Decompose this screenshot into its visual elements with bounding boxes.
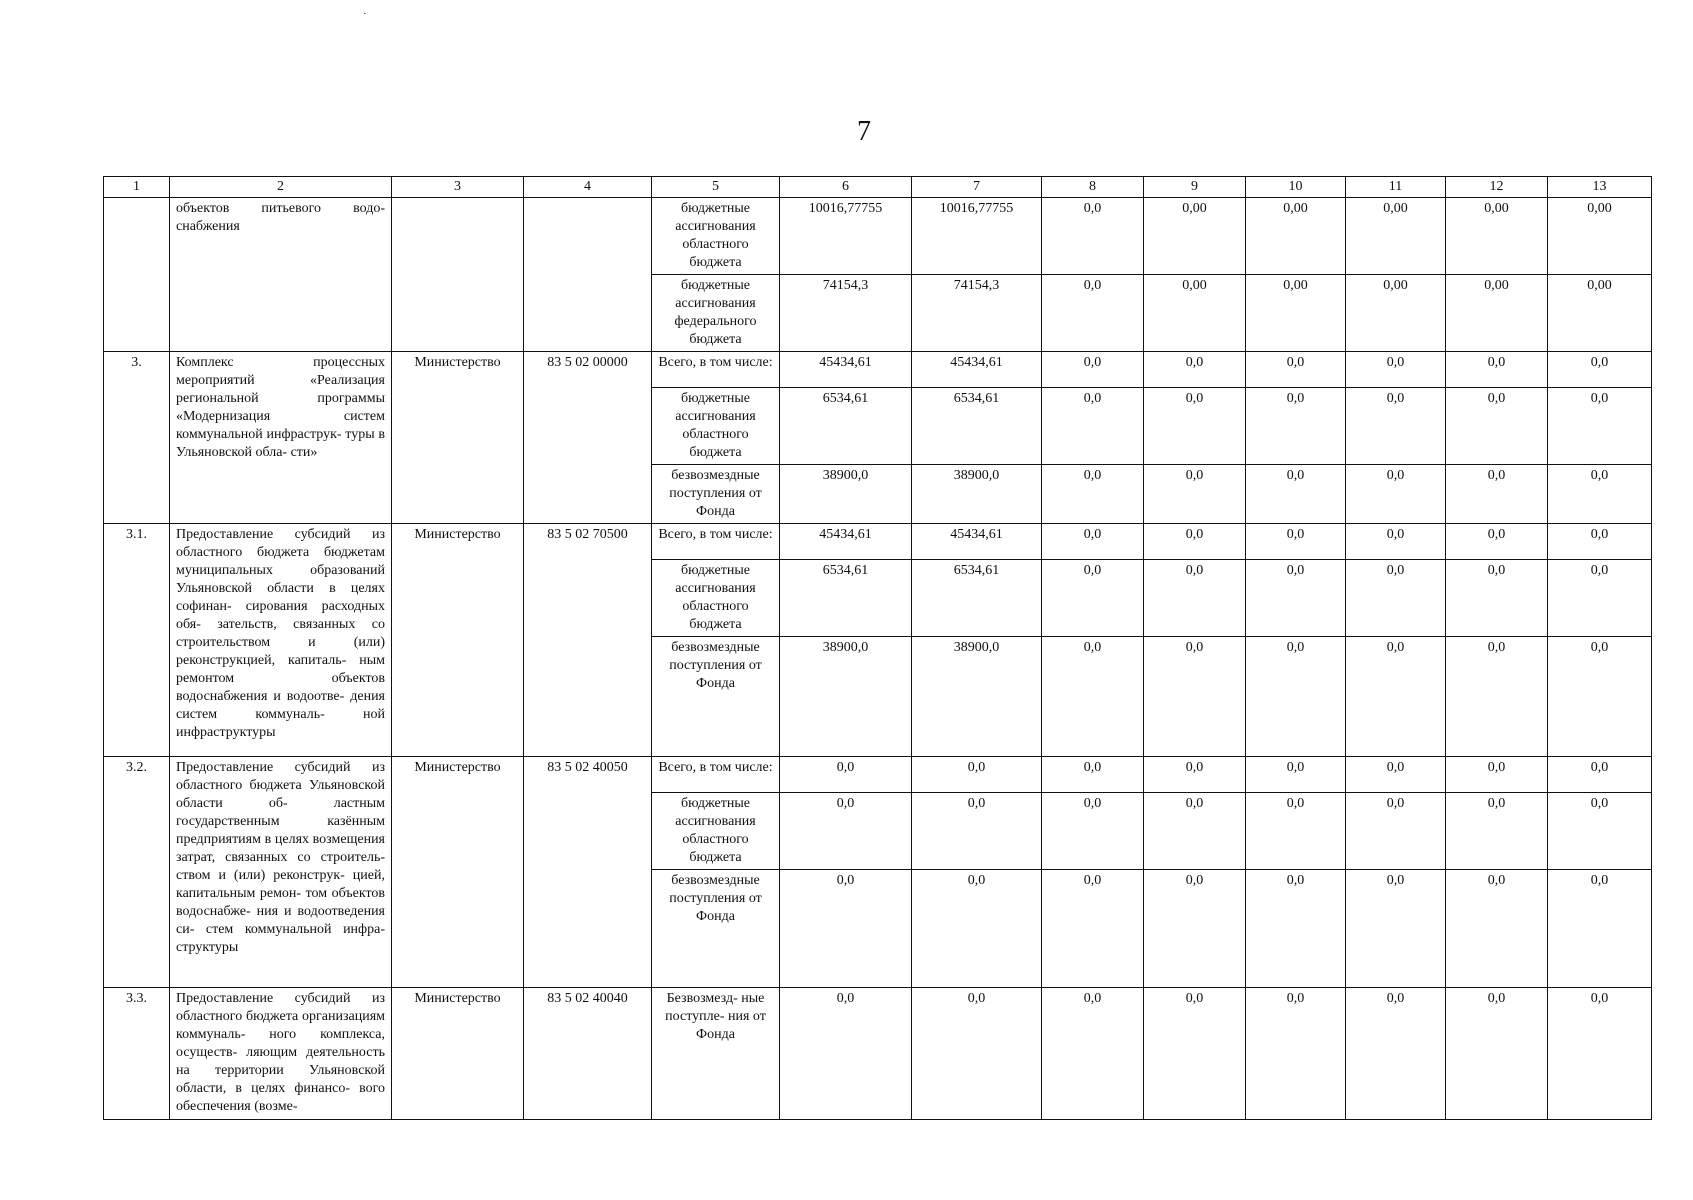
column-number-row — [104, 177, 1652, 198]
amount-cell: 0,00 — [1548, 198, 1652, 275]
amount-cell: 0,0 — [1246, 560, 1346, 637]
amount-cell: 0,0 — [1144, 757, 1246, 793]
amount-cell: 0,0 — [1144, 465, 1246, 524]
funding-source: Всего, в том числе: — [652, 524, 780, 560]
amount-cell: 0,0 — [1246, 524, 1346, 560]
amount-cell: 0,0 — [1446, 388, 1548, 465]
column-number: 10 — [1246, 177, 1346, 198]
budget-code: 83 5 02 70500 — [524, 524, 652, 757]
row-number: 3. — [104, 352, 170, 524]
amount-cell: 0,00 — [1346, 198, 1446, 275]
amount-cell: 45434,61 — [912, 524, 1042, 560]
amount-cell: 38900,0 — [780, 637, 912, 757]
amount-cell: 0,0 — [1042, 352, 1144, 388]
funding-source: безвозмездные поступления от Фонда — [652, 465, 780, 524]
amount-cell: 0,0 — [1446, 524, 1548, 560]
amount-cell: 0,0 — [1042, 198, 1144, 275]
amount-cell: 0,0 — [1246, 352, 1346, 388]
funding-source: безвозмездные поступления от Фонда — [652, 637, 780, 757]
executor: Министерство — [392, 524, 524, 757]
amount-cell: 6534,61 — [780, 560, 912, 637]
amount-cell: 0,00 — [1446, 275, 1548, 352]
amount-cell: 0,00 — [1246, 198, 1346, 275]
amount-cell: 0,0 — [1346, 352, 1446, 388]
amount-cell: 6534,61 — [912, 560, 1042, 637]
amount-cell: 0,0 — [1246, 388, 1346, 465]
amount-cell: 0,0 — [1548, 560, 1652, 637]
amount-cell: 6534,61 — [780, 388, 912, 465]
amount-cell: 0,0 — [1346, 870, 1446, 988]
column-number: 6 — [780, 177, 912, 198]
amount-cell: 0,0 — [912, 757, 1042, 793]
row-number — [104, 198, 170, 352]
executor: Министерство — [392, 988, 524, 1120]
amount-cell: 0,0 — [1548, 793, 1652, 870]
budget-table — [103, 176, 1652, 1120]
amount-cell: 0,0 — [1246, 757, 1346, 793]
amount-cell: 0,0 — [1446, 757, 1548, 793]
table-row — [104, 524, 1652, 560]
column-number: 7 — [912, 177, 1042, 198]
amount-cell: 0,0 — [1042, 757, 1144, 793]
amount-cell: 0,0 — [1042, 465, 1144, 524]
amount-cell: 0,0 — [1246, 988, 1346, 1120]
amount-cell: 74154,3 — [780, 275, 912, 352]
amount-cell: 0,0 — [780, 988, 912, 1120]
amount-cell: 0,0 — [780, 793, 912, 870]
budget-code — [524, 198, 652, 352]
amount-cell: 0,0 — [1246, 793, 1346, 870]
table-row — [104, 757, 1652, 793]
amount-cell: 0,0 — [1548, 524, 1652, 560]
funding-source: Всего, в том числе: — [652, 757, 780, 793]
amount-cell: 74154,3 — [912, 275, 1042, 352]
amount-cell: 0,0 — [1144, 352, 1246, 388]
funding-source: бюджетные ассигнования областного бюджета — [652, 560, 780, 637]
row-number: 3.2. — [104, 757, 170, 988]
amount-cell: 0,0 — [1346, 560, 1446, 637]
amount-cell: 0,0 — [1446, 793, 1548, 870]
funding-source: бюджетные ассигнования областного бюджета — [652, 198, 780, 275]
amount-cell: 0,0 — [1042, 524, 1144, 560]
amount-cell: 0,0 — [912, 793, 1042, 870]
table-row — [104, 352, 1652, 388]
amount-cell: 0,0 — [1246, 465, 1346, 524]
scan-mark: · — [363, 8, 367, 20]
amount-cell: 0,0 — [1446, 465, 1548, 524]
amount-cell: 0,00 — [1446, 198, 1548, 275]
measure-name: Комплекс процессных мероприятий «Реализация региональной программы «Модернизация систем коммунальной инфраструк- туры в Ульяновской обла- сти» — [170, 352, 392, 524]
amount-cell: 0,0 — [1144, 524, 1246, 560]
amount-cell: 0,0 — [1042, 275, 1144, 352]
amount-cell: 45434,61 — [780, 524, 912, 560]
amount-cell: 0,0 — [1042, 870, 1144, 988]
amount-cell: 0,0 — [1346, 465, 1446, 524]
amount-cell: 0,0 — [1446, 352, 1548, 388]
column-number: 1 — [104, 177, 170, 198]
amount-cell: 0,0 — [1144, 388, 1246, 465]
amount-cell: 0,0 — [1042, 793, 1144, 870]
amount-cell: 0,00 — [1346, 275, 1446, 352]
measure-name: объектов питьевого водо- снабжения — [170, 198, 392, 352]
amount-cell: 45434,61 — [780, 352, 912, 388]
funding-source: безвозмездные поступления от Фонда — [652, 870, 780, 988]
measure-name: Предоставление субсидий из областного бюджета организациям коммуналь- ного комплекса, осуществ- ляющим деятельность на территории Ульяновской области, в целях финансо- вого обеспечения (возме- — [170, 988, 392, 1120]
amount-cell: 0,0 — [1548, 988, 1652, 1120]
amount-cell: 0,00 — [1144, 275, 1246, 352]
amount-cell: 10016,77755 — [780, 198, 912, 275]
amount-cell: 0,00 — [1548, 275, 1652, 352]
amount-cell: 0,0 — [1548, 870, 1652, 988]
column-number: 4 — [524, 177, 652, 198]
amount-cell: 0,0 — [912, 870, 1042, 988]
amount-cell: 0,0 — [1346, 388, 1446, 465]
column-number: 8 — [1042, 177, 1144, 198]
amount-cell: 45434,61 — [912, 352, 1042, 388]
amount-cell: 38900,0 — [780, 465, 912, 524]
amount-cell: 0,0 — [1548, 757, 1652, 793]
column-number: 3 — [392, 177, 524, 198]
column-number: 5 — [652, 177, 780, 198]
amount-cell: 0,00 — [1246, 275, 1346, 352]
amount-cell: 0,0 — [1042, 988, 1144, 1120]
amount-cell: 0,0 — [1042, 637, 1144, 757]
amount-cell: 0,0 — [780, 757, 912, 793]
table-row — [104, 988, 1652, 1120]
amount-cell: 0,0 — [1346, 637, 1446, 757]
row-number: 3.1. — [104, 524, 170, 757]
amount-cell: 0,0 — [780, 870, 912, 988]
budget-code: 83 5 02 00000 — [524, 352, 652, 524]
column-number: 9 — [1144, 177, 1246, 198]
measure-name: Предоставление субсидий из областного бюджета Ульяновской области об- ластным государственным казённым предприятиям в целях возмещения затрат, связанных со строитель- ством и (или) реконструк- цией, капитальным ремон- том объектов водоснабже- ния и водоотведения си- стем коммунальной инфра- структуры — [170, 757, 392, 988]
budget-code: 83 5 02 40050 — [524, 757, 652, 988]
amount-cell: 38900,0 — [912, 637, 1042, 757]
amount-cell: 0,0 — [1446, 560, 1548, 637]
column-number: 2 — [170, 177, 392, 198]
amount-cell: 0,0 — [1346, 524, 1446, 560]
amount-cell: 0,0 — [1246, 637, 1346, 757]
executor: Министерство — [392, 757, 524, 988]
measure-name: Предоставление субсидий из областного бюджета бюджетам муниципальных образований Ульяновской области в целях софинан- сирования расходных обя- зательств, связанных со строительством и (или) реконструкцией, капиталь- ным ремонтом объектов водоснабжения и водоотве- дения систем коммуналь- ной инфраструктуры — [170, 524, 392, 757]
amount-cell: 6534,61 — [912, 388, 1042, 465]
amount-cell: 0,0 — [1346, 988, 1446, 1120]
amount-cell: 0,0 — [1144, 560, 1246, 637]
funding-source: Безвозмезд- ные поступле- ния от Фонда — [652, 988, 780, 1120]
amount-cell: 0,0 — [1548, 465, 1652, 524]
executor: Министерство — [392, 352, 524, 524]
amount-cell: 0,0 — [1446, 637, 1548, 757]
budget-code: 83 5 02 40040 — [524, 988, 652, 1120]
amount-cell: 0,0 — [1144, 793, 1246, 870]
column-number: 11 — [1346, 177, 1446, 198]
executor — [392, 198, 524, 352]
row-number: 3.3. — [104, 988, 170, 1120]
column-number: 12 — [1446, 177, 1548, 198]
amount-cell: 0,0 — [1346, 757, 1446, 793]
amount-cell: 0,0 — [1548, 388, 1652, 465]
page-number: 7 — [857, 116, 871, 147]
amount-cell: 0,0 — [1144, 637, 1246, 757]
column-number: 13 — [1548, 177, 1652, 198]
funding-source: бюджетные ассигнования федерального бюджета — [652, 275, 780, 352]
amount-cell: 0,0 — [1042, 388, 1144, 465]
amount-cell: 10016,77755 — [912, 198, 1042, 275]
amount-cell: 0,0 — [1446, 988, 1548, 1120]
table-row — [104, 198, 1652, 275]
table-body — [104, 198, 1652, 1120]
amount-cell: 0,0 — [1144, 870, 1246, 988]
amount-cell: 0,0 — [912, 988, 1042, 1120]
funding-source: Всего, в том числе: — [652, 352, 780, 388]
amount-cell: 0,0 — [1346, 793, 1446, 870]
funding-source: бюджетные ассигнования областного бюджета — [652, 388, 780, 465]
amount-cell: 38900,0 — [912, 465, 1042, 524]
amount-cell: 0,0 — [1548, 352, 1652, 388]
amount-cell: 0,0 — [1446, 870, 1548, 988]
amount-cell: 0,0 — [1042, 560, 1144, 637]
amount-cell: 0,0 — [1548, 637, 1652, 757]
amount-cell: 0,0 — [1144, 988, 1246, 1120]
amount-cell: 0,00 — [1144, 198, 1246, 275]
amount-cell: 0,0 — [1246, 870, 1346, 988]
funding-source: бюджетные ассигнования областного бюджета — [652, 793, 780, 870]
